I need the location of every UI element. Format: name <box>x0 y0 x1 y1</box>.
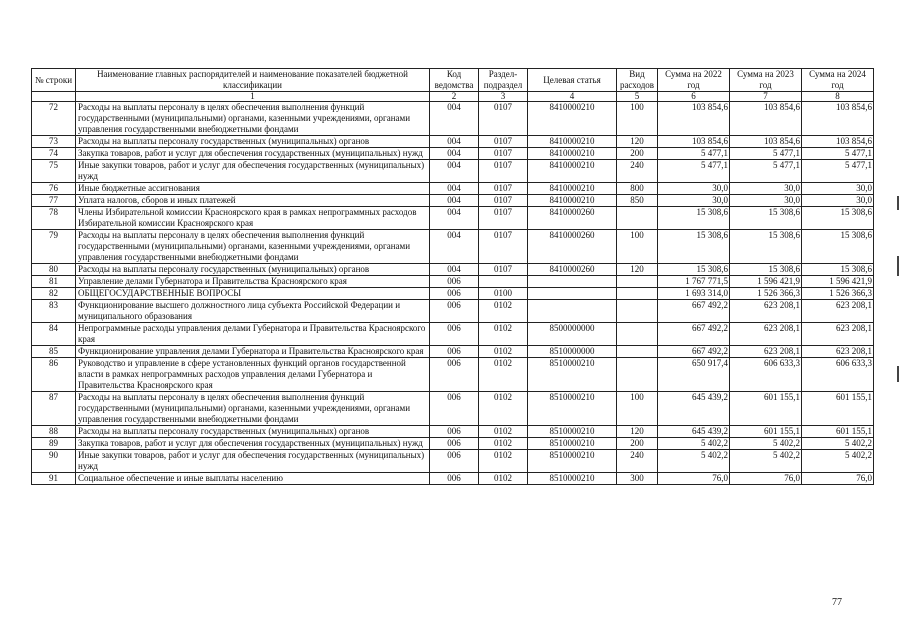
row-type: 120 <box>617 426 658 438</box>
row-target <box>528 300 617 323</box>
table-row <box>32 183 874 195</box>
row-sum-2024: 606 633,3 <box>802 358 874 392</box>
row-number: 81 <box>32 276 76 288</box>
row-section: 0102 <box>479 450 528 473</box>
row-code: 006 <box>430 450 479 473</box>
row-sum-2023: 15 308,6 <box>730 207 802 230</box>
row-number: 91 <box>32 473 76 485</box>
table-row <box>32 160 874 183</box>
row-section <box>479 276 528 288</box>
row-name: Расходы на выплаты персоналу государственных (муниципальных) органов <box>76 264 430 276</box>
table-row <box>32 102 874 136</box>
row-name: Закупка товаров, работ и услуг для обеспечения государственных (муниципальных) нужд <box>76 148 430 160</box>
row-name: Непрограммные расходы управления делами Губернатора и Правительства Красноярского края <box>76 323 430 346</box>
row-name: Социальное обеспечение и иные выплаты населению <box>76 473 430 485</box>
row-section: 0102 <box>479 438 528 450</box>
row-code: 006 <box>430 288 479 300</box>
row-section: 0102 <box>479 473 528 485</box>
row-sum-2023: 623 208,1 <box>730 323 802 346</box>
table-row <box>32 300 874 323</box>
row-target: 8410000260 <box>528 230 617 264</box>
row-number: 88 <box>32 426 76 438</box>
row-sum-2023: 1 526 366,3 <box>730 288 802 300</box>
row-sum-2023: 601 155,1 <box>730 426 802 438</box>
table-row <box>32 195 874 207</box>
row-sum-2024: 5 402,2 <box>802 450 874 473</box>
row-type <box>617 288 658 300</box>
row-name: Функционирование управления делами Губернатора и Правительства Красноярского края <box>76 346 430 358</box>
row-target: 8500000000 <box>528 323 617 346</box>
row-sum-2024: 15 308,6 <box>802 230 874 264</box>
row-section: 0107 <box>479 230 528 264</box>
header-type: Вид расходов <box>617 69 658 92</box>
row-number: 84 <box>32 323 76 346</box>
row-number: 78 <box>32 207 76 230</box>
row-sum-2022: 667 492,2 <box>658 323 730 346</box>
row-section: 0102 <box>479 323 528 346</box>
row-target: 8410000210 <box>528 136 617 148</box>
row-target <box>528 288 617 300</box>
row-type: 120 <box>617 136 658 148</box>
row-name: Иные закупки товаров, работ и услуг для обеспечения государственных (муниципальных) нужд <box>76 450 430 473</box>
row-type: 800 <box>617 183 658 195</box>
row-type: 120 <box>617 264 658 276</box>
row-sum-2022: 30,0 <box>658 183 730 195</box>
row-name: Иные закупки товаров, работ и услуг для обеспечения государственных (муниципальных) нужд <box>76 160 430 183</box>
row-number: 83 <box>32 300 76 323</box>
row-sum-2023: 5 402,2 <box>730 450 802 473</box>
row-sum-2022: 103 854,6 <box>658 102 730 136</box>
row-sum-2024: 30,0 <box>802 195 874 207</box>
row-type: 100 <box>617 392 658 426</box>
col-number: 5 <box>617 92 658 102</box>
row-sum-2023: 30,0 <box>730 195 802 207</box>
table-row <box>32 288 874 300</box>
row-sum-2024: 5 477,1 <box>802 160 874 183</box>
header-row <box>32 69 874 92</box>
row-sum-2024: 15 308,6 <box>802 264 874 276</box>
row-type: 200 <box>617 438 658 450</box>
row-code: 006 <box>430 438 479 450</box>
row-target: 8510000210 <box>528 438 617 450</box>
row-code: 006 <box>430 426 479 438</box>
header-target: Целевая статья <box>528 69 617 92</box>
row-name: Расходы на выплаты персоналу в целях обеспечения выполнения функций государственными (муниципальными) органами, казенными учреждениями, органами управления государственными внебюджетными фондами <box>76 230 430 264</box>
row-target: 8510000210 <box>528 392 617 426</box>
header-2022: Сумма на 2022 год <box>658 69 730 92</box>
row-sum-2024: 1 526 366,3 <box>802 288 874 300</box>
header-code: Код ведомства <box>430 69 479 92</box>
table-row <box>32 207 874 230</box>
table-row <box>32 450 874 473</box>
row-sum-2022: 667 492,2 <box>658 346 730 358</box>
row-target: 8510000000 <box>528 346 617 358</box>
row-number: 74 <box>32 148 76 160</box>
row-sum-2024: 623 208,1 <box>802 323 874 346</box>
row-section: 0100 <box>479 288 528 300</box>
row-sum-2024: 30,0 <box>802 183 874 195</box>
header-name: Наименование главных распорядителей и наименование показателей бюджетной классификации <box>76 69 430 92</box>
row-type <box>617 207 658 230</box>
row-number: 87 <box>32 392 76 426</box>
row-sum-2024: 623 208,1 <box>802 346 874 358</box>
row-number: 77 <box>32 195 76 207</box>
table-row <box>32 230 874 264</box>
row-name: Функционирование высшего должностного лица субъекта Российской Федерации и муниципального образования <box>76 300 430 323</box>
row-code: 004 <box>430 207 479 230</box>
row-target: 8410000210 <box>528 148 617 160</box>
header-2024: Сумма на 2024 год <box>802 69 874 92</box>
row-type: 240 <box>617 450 658 473</box>
table-row <box>32 438 874 450</box>
row-code: 006 <box>430 392 479 426</box>
row-sum-2024: 103 854,6 <box>802 102 874 136</box>
row-number: 82 <box>32 288 76 300</box>
row-sum-2024: 103 854,6 <box>802 136 874 148</box>
table-row <box>32 346 874 358</box>
col-number: 6 <box>658 92 730 102</box>
row-section: 0107 <box>479 207 528 230</box>
col-number <box>32 92 76 102</box>
row-sum-2024: 15 308,6 <box>802 207 874 230</box>
row-number: 90 <box>32 450 76 473</box>
row-sum-2024: 623 208,1 <box>802 300 874 323</box>
table-body <box>32 102 874 485</box>
col-number: 7 <box>730 92 802 102</box>
row-number: 75 <box>32 160 76 183</box>
row-sum-2022: 30,0 <box>658 195 730 207</box>
row-sum-2023: 76,0 <box>730 473 802 485</box>
header-section: Раздел-подраздел <box>479 69 528 92</box>
row-sum-2023: 103 854,6 <box>730 102 802 136</box>
scan-edge-mark <box>897 366 899 382</box>
row-name: Расходы на выплаты персоналу в целях обеспечения выполнения функций государственными (муниципальными) органами, казенными учреждениями, органами управления государственными внебюджетными фондами <box>76 392 430 426</box>
row-section: 0107 <box>479 136 528 148</box>
col-number: 3 <box>479 92 528 102</box>
table-row <box>32 276 874 288</box>
row-code: 006 <box>430 276 479 288</box>
row-sum-2022: 5 402,2 <box>658 450 730 473</box>
row-code: 006 <box>430 346 479 358</box>
row-sum-2024: 601 155,1 <box>802 426 874 438</box>
column-number-row <box>32 92 874 102</box>
row-section: 0102 <box>479 392 528 426</box>
row-type <box>617 323 658 346</box>
table-row <box>32 392 874 426</box>
row-section: 0107 <box>479 183 528 195</box>
row-sum-2022: 645 439,2 <box>658 426 730 438</box>
row-sum-2022: 103 854,6 <box>658 136 730 148</box>
row-name: Члены Избирательной комиссии Красноярского края в рамках непрограммных расходов Избирательной комиссии Красноярского края <box>76 207 430 230</box>
col-number: 2 <box>430 92 479 102</box>
row-sum-2023: 623 208,1 <box>730 300 802 323</box>
row-sum-2023: 15 308,6 <box>730 264 802 276</box>
row-number: 86 <box>32 358 76 392</box>
budget-table <box>31 68 874 485</box>
row-name: Управление делами Губернатора и Правительства Красноярского края <box>76 276 430 288</box>
row-target: 8410000260 <box>528 264 617 276</box>
row-code: 006 <box>430 300 479 323</box>
row-type <box>617 300 658 323</box>
row-section: 0102 <box>479 358 528 392</box>
row-number: 72 <box>32 102 76 136</box>
row-section: 0107 <box>479 264 528 276</box>
row-name: Уплата налогов, сборов и иных платежей <box>76 195 430 207</box>
row-sum-2023: 601 155,1 <box>730 392 802 426</box>
row-sum-2022: 650 917,4 <box>658 358 730 392</box>
row-sum-2023: 5 477,1 <box>730 160 802 183</box>
row-sum-2022: 667 492,2 <box>658 300 730 323</box>
row-sum-2022: 15 308,6 <box>658 207 730 230</box>
row-sum-2024: 1 596 421,9 <box>802 276 874 288</box>
table-row <box>32 426 874 438</box>
row-target <box>528 276 617 288</box>
row-sum-2023: 30,0 <box>730 183 802 195</box>
col-number: 1 <box>76 92 430 102</box>
row-number: 80 <box>32 264 76 276</box>
row-number: 85 <box>32 346 76 358</box>
row-sum-2022: 1 693 314,0 <box>658 288 730 300</box>
col-number: 4 <box>528 92 617 102</box>
table-row <box>32 264 874 276</box>
row-type: 200 <box>617 148 658 160</box>
row-type <box>617 276 658 288</box>
row-sum-2023: 5 477,1 <box>730 148 802 160</box>
row-code: 006 <box>430 323 479 346</box>
row-code: 004 <box>430 230 479 264</box>
row-type <box>617 346 658 358</box>
row-type <box>617 358 658 392</box>
row-name: Расходы на выплаты персоналу в целях обеспечения выполнения функций государственными (муниципальными) органами, казенными учреждениями, органами управления государственными внебюджетными фондами <box>76 102 430 136</box>
row-type: 300 <box>617 473 658 485</box>
row-section: 0107 <box>479 160 528 183</box>
row-target: 8410000260 <box>528 207 617 230</box>
row-code: 004 <box>430 136 479 148</box>
row-sum-2023: 5 402,2 <box>730 438 802 450</box>
row-sum-2024: 601 155,1 <box>802 392 874 426</box>
row-type: 240 <box>617 160 658 183</box>
table-row <box>32 148 874 160</box>
row-sum-2024: 5 477,1 <box>802 148 874 160</box>
row-target: 8410000210 <box>528 183 617 195</box>
row-type: 850 <box>617 195 658 207</box>
row-target: 8410000210 <box>528 102 617 136</box>
table-row <box>32 136 874 148</box>
table-row <box>32 323 874 346</box>
row-type: 100 <box>617 102 658 136</box>
row-code: 004 <box>430 102 479 136</box>
row-number: 73 <box>32 136 76 148</box>
row-sum-2024: 76,0 <box>802 473 874 485</box>
row-sum-2022: 76,0 <box>658 473 730 485</box>
row-target: 8510000210 <box>528 426 617 438</box>
row-section: 0102 <box>479 300 528 323</box>
row-sum-2022: 5 477,1 <box>658 160 730 183</box>
table-row <box>32 473 874 485</box>
row-section: 0107 <box>479 195 528 207</box>
row-code: 006 <box>430 358 479 392</box>
header-row-no: № строки <box>32 69 76 92</box>
row-number: 76 <box>32 183 76 195</box>
col-number: 8 <box>802 92 874 102</box>
row-sum-2022: 1 767 771,5 <box>658 276 730 288</box>
row-code: 004 <box>430 264 479 276</box>
row-name: Руководство и управление в сфере установленных функций органов государственной власти в рамках непрограммных расходов управления делами Губернатора и Правительства Красноярского края <box>76 358 430 392</box>
row-target: 8510000210 <box>528 358 617 392</box>
row-sum-2024: 5 402,2 <box>802 438 874 450</box>
row-sum-2022: 15 308,6 <box>658 230 730 264</box>
header-2023: Сумма на 2023 год <box>730 69 802 92</box>
row-target: 8410000210 <box>528 195 617 207</box>
row-sum-2023: 606 633,3 <box>730 358 802 392</box>
row-section: 0107 <box>479 148 528 160</box>
scan-edge-mark <box>897 256 899 276</box>
row-number: 89 <box>32 438 76 450</box>
row-sum-2022: 645 439,2 <box>658 392 730 426</box>
row-code: 004 <box>430 148 479 160</box>
table-row <box>32 358 874 392</box>
row-code: 004 <box>430 195 479 207</box>
row-sum-2023: 623 208,1 <box>730 346 802 358</box>
row-target: 8510000210 <box>528 473 617 485</box>
row-sum-2022: 5 477,1 <box>658 148 730 160</box>
row-code: 004 <box>430 183 479 195</box>
row-section: 0102 <box>479 346 528 358</box>
row-name: ОБЩЕГОСУДАРСТВЕННЫЕ ВОПРОСЫ <box>76 288 430 300</box>
row-code: 006 <box>430 473 479 485</box>
row-sum-2023: 1 596 421,9 <box>730 276 802 288</box>
row-target: 8410000210 <box>528 160 617 183</box>
row-section: 0107 <box>479 102 528 136</box>
row-section: 0102 <box>479 426 528 438</box>
row-name: Расходы на выплаты персоналу государственных (муниципальных) органов <box>76 136 430 148</box>
row-number: 79 <box>32 230 76 264</box>
row-sum-2023: 15 308,6 <box>730 230 802 264</box>
row-code: 004 <box>430 160 479 183</box>
row-name: Закупка товаров, работ и услуг для обеспечения государственных (муниципальных) нужд <box>76 438 430 450</box>
page-number: 77 <box>832 597 842 608</box>
row-sum-2022: 5 402,2 <box>658 438 730 450</box>
row-name: Иные бюджетные ассигнования <box>76 183 430 195</box>
row-type: 100 <box>617 230 658 264</box>
row-sum-2022: 15 308,6 <box>658 264 730 276</box>
row-name: Расходы на выплаты персоналу государственных (муниципальных) органов <box>76 426 430 438</box>
row-target: 8510000210 <box>528 450 617 473</box>
row-sum-2023: 103 854,6 <box>730 136 802 148</box>
scan-edge-mark <box>897 196 899 210</box>
